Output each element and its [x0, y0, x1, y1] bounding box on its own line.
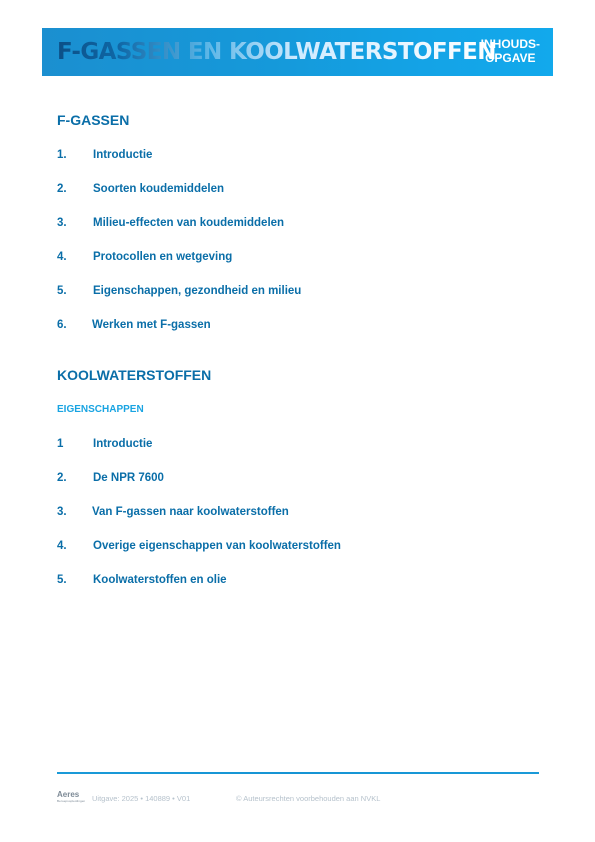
toc-item-label: Overige eigenschappen van koolwaterstoffen: [93, 540, 341, 552]
copyright-notice: © Auteursrechten voorbehouden aan NVKL: [236, 794, 381, 803]
subsection-title-eigenschappen: EIGENSCHAPPEN: [57, 404, 144, 415]
toc-item-number: 5.: [57, 574, 67, 586]
toc-item-number: 6.: [57, 319, 67, 331]
section-title-koolwaterstoffen: KOOLWATERSTOFFEN: [57, 367, 212, 383]
toc-label-line-1: INHOUDS-: [480, 37, 540, 51]
section-title-f-gassen: F-GASSEN: [57, 112, 130, 128]
toc-item-number: 2.: [57, 472, 67, 484]
toc-item-number: 2.: [57, 183, 67, 195]
toc-item-label: Introductie: [93, 149, 153, 161]
table-of-contents-label: [481, 37, 540, 65]
toc-label-line-2: OPGAVE: [485, 51, 536, 65]
logo-subtext: Beroepsopleidingen: [57, 799, 86, 803]
toc-item-label: Protocollen en wetgeving: [93, 251, 233, 263]
logo-text: Aeres: [57, 790, 80, 799]
toc-item-number: 4.: [57, 540, 67, 552]
toc-item-label: Van F-gassen naar koolwaterstoffen: [92, 506, 289, 518]
toc-item-number: 1.: [57, 149, 67, 161]
toc-item-number: 5.: [57, 285, 67, 297]
toc-item-label: Koolwaterstoffen en olie: [93, 574, 227, 586]
edition-info: Uitgave: 2025 • 140889 • V01: [92, 794, 191, 803]
toc-item-label: Milieu-effecten van koudemiddelen: [93, 217, 285, 229]
toc-item-number: 1: [57, 438, 64, 450]
toc-item-number: 4.: [57, 251, 67, 263]
toc-item-label: De NPR 7600: [93, 472, 164, 484]
toc-item-label: Introductie: [93, 438, 153, 450]
footer-divider: [57, 772, 539, 774]
publisher-logo: [57, 791, 85, 803]
toc-item-number: 3.: [57, 506, 67, 518]
header-bar: [42, 28, 553, 76]
toc-item-label: Werken met F-gassen: [92, 319, 211, 331]
toc-item-number: 3.: [57, 217, 67, 229]
toc-item-label: Eigenschappen, gezondheid en milieu: [93, 285, 302, 297]
document-title: F-GASSEN EN KOOLWATERSTOFFEN: [57, 39, 496, 65]
toc-item-label: Soorten koudemiddelen: [93, 183, 224, 195]
